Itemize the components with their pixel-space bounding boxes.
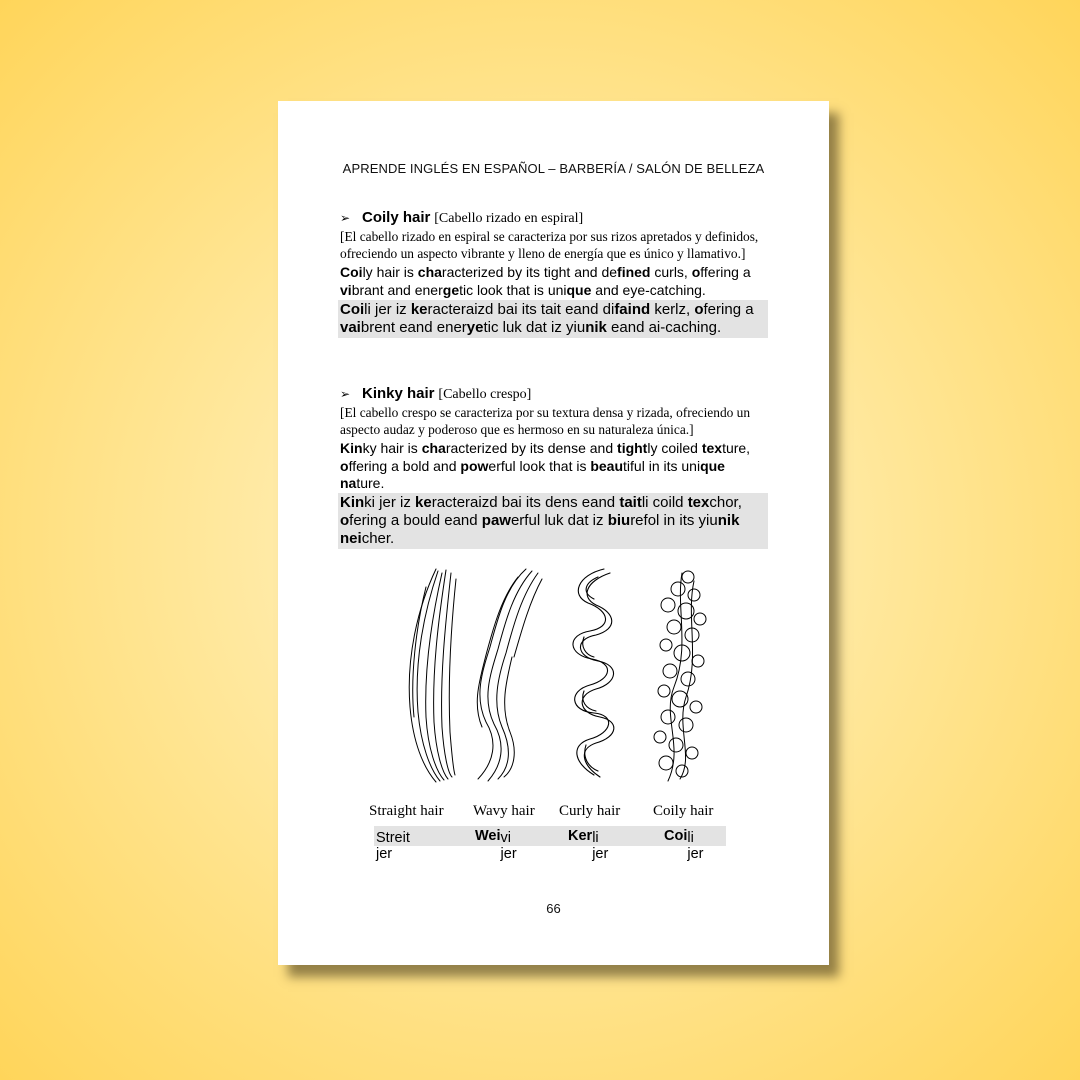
coily-english-text <box>340 264 768 299</box>
text-run: tic luk dat iz yiu <box>483 319 586 336</box>
text-run: Streit jer <box>376 830 410 862</box>
coily-hair-drawing <box>654 571 706 781</box>
stressed-syllable: ye <box>466 319 484 336</box>
coily-hair-section <box>340 209 768 338</box>
text-run: li jer <box>592 830 609 862</box>
text-run: vi jer <box>500 830 517 862</box>
coily-phonetic-text <box>338 300 768 338</box>
stressed-syllable: nik <box>585 319 607 336</box>
stressed-syllable: tex <box>687 494 710 512</box>
coily-translation: [Cabello rizado en espiral] <box>434 211 584 226</box>
page-header: APRENDE INGLÉS EN ESPAÑOL – BARBERÍA / SALÓN DE BELLEZA <box>342 161 765 176</box>
hair-type-name: Curly hair <box>559 803 621 819</box>
text-run: racterized by its dense and <box>445 440 618 457</box>
kinky-english-text <box>340 440 768 492</box>
text-run: racteraizd bai its dens eand <box>431 494 620 512</box>
coily-term: Coily hair <box>362 209 431 226</box>
text-run: racteraizd bai its tait eand di <box>427 301 615 318</box>
stressed-syllable: Kin <box>340 440 363 457</box>
curly-hair-drawing <box>573 569 614 777</box>
text-run: chor, <box>709 494 742 512</box>
hair-type-labels <box>366 803 726 862</box>
text-run: ture, <box>722 440 751 457</box>
stressed-syllable: Coi <box>664 828 688 844</box>
hair-type-phonetic <box>568 828 609 862</box>
stressed-syllable: Ker <box>568 828 593 844</box>
hair-type-phonetic <box>475 828 517 862</box>
stressed-syllable: paw <box>481 512 511 530</box>
stressed-syllable: que na <box>340 457 725 491</box>
text-run: ly hair is <box>362 264 418 281</box>
stressed-syllable: o <box>340 457 349 474</box>
stressed-syllable: tait <box>619 494 642 512</box>
text-run: erful luk dat iz <box>510 512 608 530</box>
coily-heading <box>340 209 768 227</box>
stressed-syllable: biu <box>607 512 631 530</box>
stressed-syllable: cha <box>417 264 442 281</box>
hair-type-name: Coily hair <box>653 803 714 819</box>
stressed-syllable: que <box>566 281 592 298</box>
straight-hair-drawing <box>409 569 456 782</box>
stressed-syllable: Coi <box>340 301 365 318</box>
text-run: cher. <box>361 530 395 548</box>
page-number: 66 <box>546 901 561 916</box>
kinky-term: Kinky hair <box>362 385 435 402</box>
bullet-arrow-icon: ➢ <box>340 387 351 401</box>
text-run: ture. <box>356 475 385 491</box>
stressed-syllable: beau <box>590 457 624 474</box>
text-run: ffering a <box>700 264 751 281</box>
book-page <box>278 101 829 965</box>
stressed-syllable: nik nei <box>340 512 740 548</box>
text-run: fering a <box>703 301 754 318</box>
text-run: ly coiled <box>647 440 702 457</box>
stressed-syllable: cha <box>421 440 446 457</box>
text-run: ky hair is <box>362 440 422 457</box>
text-run: kerlz, <box>650 301 695 318</box>
stressed-syllable: tight <box>617 440 648 457</box>
kinky-hair-section <box>340 385 768 549</box>
text-run: eand ai-caching. <box>606 319 722 336</box>
kinky-phonetic-text <box>338 493 768 549</box>
wavy-hair-drawing <box>477 569 542 781</box>
stressed-syllable: ge <box>442 281 460 298</box>
stressed-syllable: pow <box>460 457 489 474</box>
stressed-syllable: o <box>694 301 704 318</box>
text-run: refol in its yiu <box>630 512 718 530</box>
stressed-syllable: o <box>691 264 701 281</box>
kinky-spanish-text: [El cabello crespo se caracteriza por su textura densa y rizada, ofreciendo un aspecto audaz y poderoso que es hermoso en su naturaleza única.] <box>340 405 751 438</box>
stressed-syllable: vi <box>340 281 352 298</box>
text-run: li jer <box>687 830 704 862</box>
text-run: tiful in its uni <box>623 457 701 474</box>
text-run: fering a bould eand <box>349 512 482 530</box>
text-run: ffering a bold and <box>348 457 461 474</box>
stressed-syllable: Wei <box>475 828 501 844</box>
bullet-arrow-icon: ➢ <box>340 211 351 225</box>
text-run: erful look that is <box>488 457 591 474</box>
text-run: tic look that is uni <box>459 281 567 298</box>
hair-types-illustration <box>398 567 720 787</box>
coily-spanish-text: [El cabello rizado en espiral se caracteriza por sus rizos apretados y definidos, ofreciendo un aspecto vibrante y lleno de energía que es único y llamativo.] <box>340 229 759 262</box>
hair-type-name-row <box>366 803 726 823</box>
hair-type-phonetic <box>664 828 704 862</box>
hair-type-name: Wavy hair <box>473 803 535 819</box>
stressed-syllable: vai <box>340 319 361 336</box>
text-run: li coild <box>641 494 688 512</box>
text-run: brent eand ener <box>360 319 467 336</box>
stressed-syllable: o <box>340 512 350 530</box>
text-run: curls, <box>650 264 692 281</box>
text-run: racterized by its tight and de <box>441 264 618 281</box>
hair-type-phonetic-row <box>374 826 726 862</box>
text-run: brant and ener <box>351 281 443 298</box>
kinky-heading <box>340 385 768 403</box>
stressed-syllable: faind <box>614 301 651 318</box>
stressed-syllable: Coi <box>340 264 363 281</box>
kinky-translation: [Cabello crespo] <box>438 387 532 402</box>
hair-type-name: Straight hair <box>369 803 444 819</box>
stressed-syllable: ke <box>410 301 428 318</box>
stressed-syllable: ke <box>415 494 432 512</box>
text-run: ki jer iz <box>364 494 416 512</box>
stressed-syllable: fined <box>617 264 651 281</box>
text-run: li jer iz <box>364 301 411 318</box>
text-run: and eye-catching. <box>591 281 706 298</box>
stressed-syllable: tex <box>701 440 723 457</box>
stressed-syllable: Kin <box>340 494 365 512</box>
